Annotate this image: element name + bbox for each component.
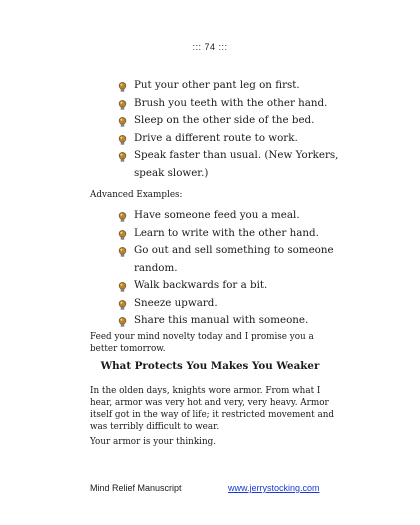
- closing-paragraph: Your armor is your thinking.: [90, 437, 217, 447]
- list-item: [118, 95, 368, 113]
- lightbulb-icon: [118, 229, 127, 239]
- list-item: [118, 112, 368, 130]
- advanced-examples-label: Advanced Examples:: [90, 190, 183, 200]
- lightbulb-icon: [118, 81, 127, 91]
- list-item-text: Speak faster than usual. (New Yorkers, speak slower.): [134, 149, 339, 179]
- list-item-text: Have someone feed you a meal.: [134, 209, 300, 221]
- lightbulb-icon: [118, 211, 127, 221]
- list-item-text: Share this manual with someone.: [134, 314, 309, 326]
- lightbulb-icon: [118, 134, 127, 144]
- list-item: [118, 207, 368, 225]
- list-item-text: Go out and sell something to someone random.: [134, 244, 334, 274]
- list-item-text: Sleep on the other side of the bed.: [134, 114, 315, 126]
- lightbulb-icon: [118, 246, 127, 256]
- lightbulb-icon: [118, 116, 127, 126]
- list-item-text: Brush you teeth with the other hand.: [134, 96, 328, 109]
- lightbulb-icon: [118, 316, 127, 326]
- lightbulb-icon: [118, 151, 127, 161]
- list-item: [118, 295, 368, 313]
- list-item-text: Learn to write with the other hand.: [134, 226, 319, 239]
- novelty-examples-list: [118, 77, 368, 182]
- page-number: ::: 74 :::: [192, 42, 228, 52]
- list-item: [118, 277, 368, 295]
- footer-title: Mind Relief Manuscript: [90, 483, 182, 493]
- advanced-examples-list: [118, 207, 368, 330]
- list-item-text: Walk backwards for a bit.: [134, 279, 268, 291]
- list-item: [118, 130, 368, 148]
- list-item: [118, 147, 368, 182]
- novelty-paragraph: Feed your mind novelty today and I promise you a better tomorrow.: [90, 332, 314, 354]
- list-item-text: Sneeze upward.: [134, 296, 218, 309]
- section-heading: What Protects You Makes You Weaker: [100, 360, 320, 372]
- list-item-text: Put your other pant leg on first.: [134, 79, 300, 91]
- lightbulb-icon: [118, 281, 127, 291]
- list-item-text: Drive a different route to work.: [134, 131, 298, 144]
- lightbulb-icon: [118, 299, 127, 309]
- list-item: [118, 77, 368, 95]
- list-item: [118, 312, 368, 330]
- footer-website-link[interactable]: www.jerrystocking.com: [228, 483, 320, 493]
- list-item: [118, 242, 368, 277]
- armor-paragraph: In the olden days, knights wore armor. From what I hear, armor was very hot and very, very heavy. Armor itself got in the way of life; it restricted movement and was terribly difficult to wear.: [90, 386, 335, 432]
- list-item: [118, 225, 368, 243]
- lightbulb-icon: [118, 99, 127, 109]
